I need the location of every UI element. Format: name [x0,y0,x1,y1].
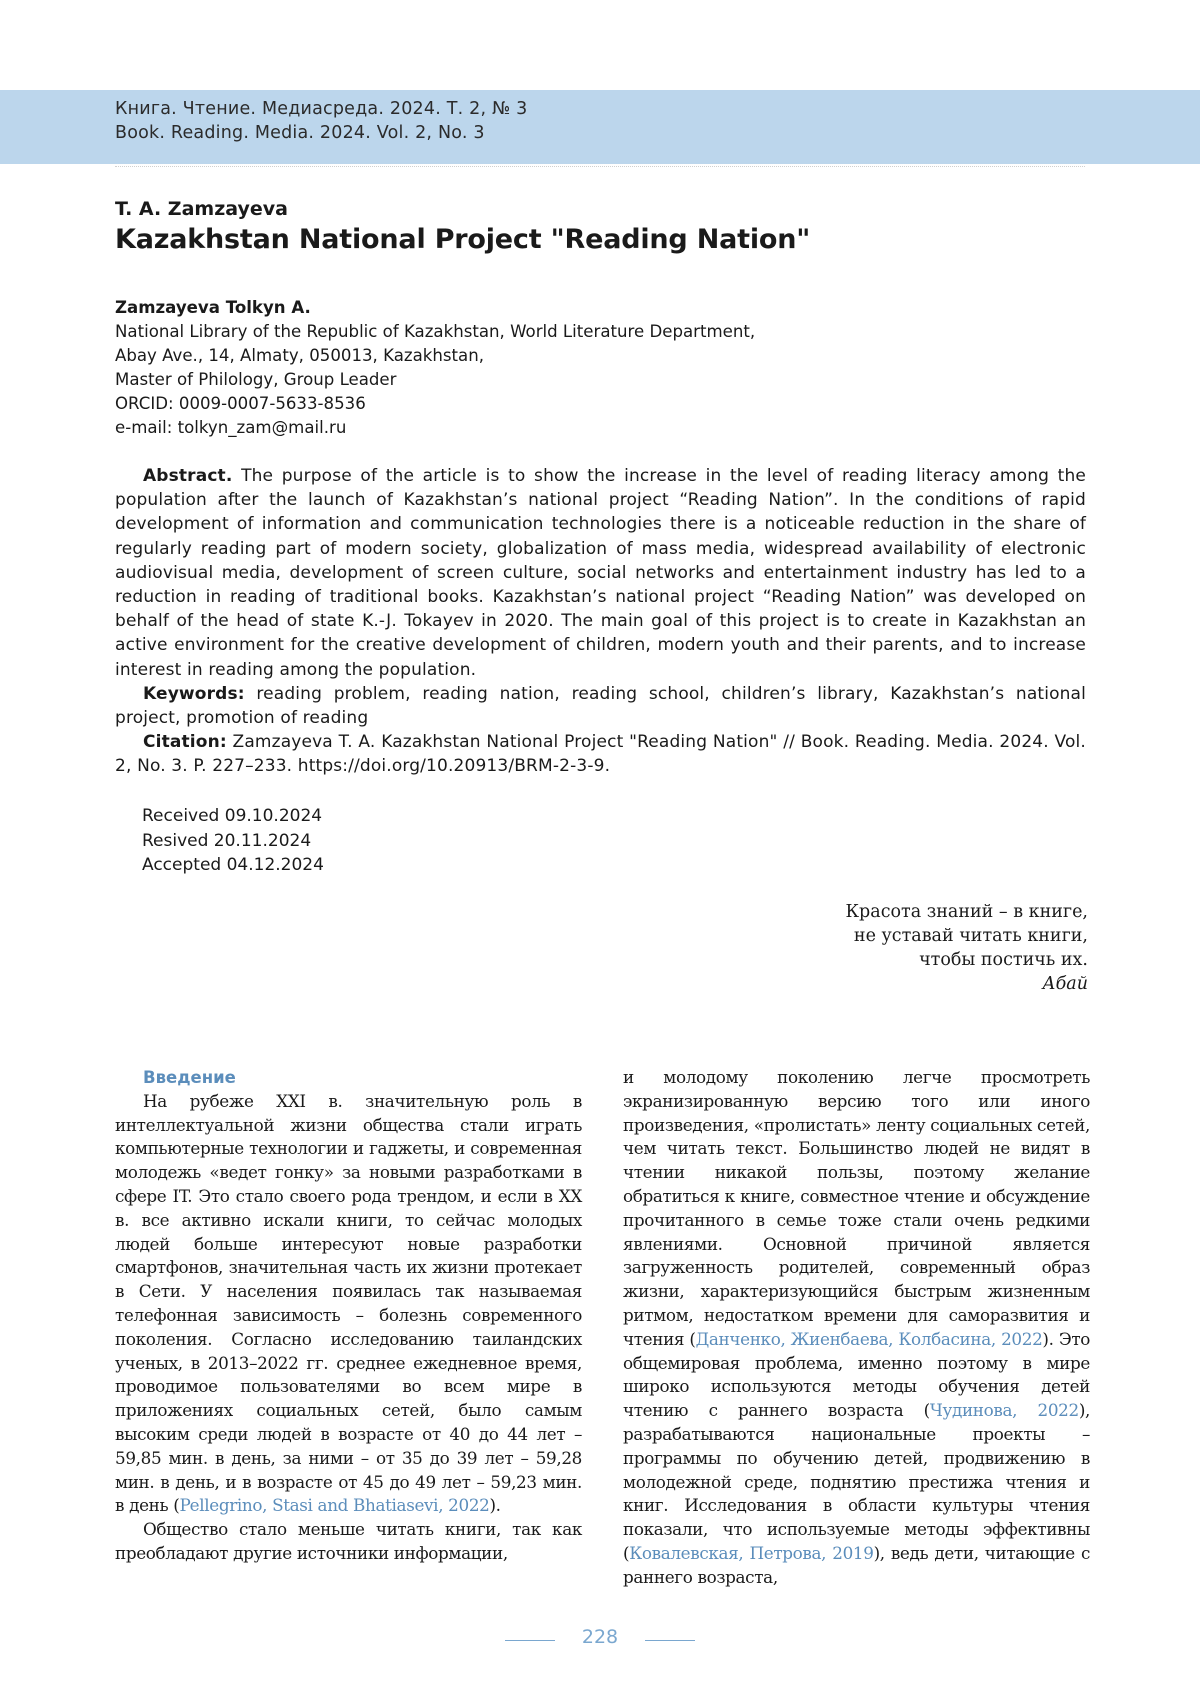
keywords-label: Keywords: [143,683,245,704]
body-text: ). [489,1495,501,1516]
reference-link[interactable]: Ковалевская, Петрова, 2019 [629,1542,874,1563]
epigraph-line: Красота знаний – в книге, [845,902,1088,922]
body-text: ), разрабатываются национальные проекты – программы по обучению детей, продвижению в молодежной среде, поднятию престижа чтения и книг. Исследования в области культуры чтения показали, что используемые методы эффективны ( [623,1400,1090,1563]
page-footer [0,1626,1200,1656]
date-received: Received 09.10.2024 [142,806,323,826]
section-heading: Введение [143,1068,236,1087]
body-paragraph [623,1066,1090,1590]
date-revised: Resived 20.11.2024 [142,830,312,851]
abstract-label: Abstract. [143,466,233,486]
reference-link[interactable]: Данченко, Жиенбаева, Колбасина, 2022 [695,1328,1043,1349]
abstract-text: The purpose of the article is to show the increase in the level of reading literacy among the population after the launch of Kazakhstan’s national project “Reading Nation”. In the conditions of rapid development of information and communication technologies there is a noticeable reduction in the share of regularly reading part of modern society, globalization of mass media, widespread availability of electronic audiovisual media, development of screen culture, social networks and entertainment industry has led to a reduction in reading of traditional books. Kazakhstan’s national project “Reading Nation” was developed on behalf of the head of state K.-J. Tokayev in 2020. The main goal of this project is to create in Kazakhstan an active environment for the creative development of children, modern youth and their parents, and to increase interest in reading among the population. [115,466,1086,680]
epigraph [846,900,1088,996]
reference-link[interactable]: Чудинова, 2022 [929,1400,1079,1421]
epigraph-line: чтобы постичь их. [919,950,1088,970]
journal-title-ru: Книга. Чтение. Медиасреда. 2024. Т. 2, № 3 [115,99,528,119]
journal-title-en: Book. Reading. Media. 2024. Vol. 2, No. 3 [115,123,485,143]
article-dates [142,804,324,878]
epigraph-author: Абай [1042,974,1088,994]
affiliation-address: Abay Ave., 14, Almaty, 050013, Kazakhstan, [115,346,484,365]
body-text: ). Это общемировая проблема, именно поэтому в мире широко используются методы обучения детей чтению с раннего возраста ( [623,1328,1091,1421]
body-paragraph [115,1090,582,1518]
article-title: Kazakhstan National Project "Reading Nation" [115,224,811,255]
author-short-name: T. A. Zamzayeva [115,198,288,220]
epigraph-line: не уставай читать книги, [853,926,1088,946]
body-column-right [623,1066,1090,1590]
header-divider [115,166,1085,168]
citation-label: Citation: [143,732,227,753]
page-number: 228 [581,1626,619,1648]
body-text: ), ведь дети, читающие с раннего возраста, [623,1542,1090,1587]
body-text: и молодому поколению легче просмотреть экранизированную версию того или иного произведения, «пролистать» ленту социальных сетей, чем читать текст. Большинство людей не видят в чтении никакой пользы, поэтому желание обратиться к книге, совместное чтение и обсуждение прочитанного в семье тоже стали очень редкими явлениями. Основной причиной является загруженность родителей, современный образ жизни, характеризующийся быстрым жизненным ритмом, недостатком времени для саморазвития и чтения ( [623,1067,1090,1349]
author-affiliation [115,296,755,440]
keywords-paragraph [115,682,1086,730]
citation-paragraph [115,730,1086,778]
affiliation-degree: Master of Philology, Group Leader [115,370,397,389]
author-email: e-mail: tolkyn_zam@mail.ru [115,418,347,437]
body-column-left [115,1066,582,1566]
keywords-text: reading problem, reading nation, reading school, children’s library, Kazakhstan’s national project, promotion of reading [115,683,1086,729]
author-full-name: Zamzayeva Tolkyn A. [115,298,311,317]
body-text: На рубеже XXI в. значительную роль в интеллектуальной жизни общества стали играть компьютерные технологии и гаджеты, и современная молодежь «ведет гонку» за новыми разработками в сфере IT. Это стало своего рода трендом, и если в XX в. все активно искали книги, то сейчас молодых людей больше интересуют новые разработки смартфонов, значительная часть их жизни протекает в Сети. У населения появилась так называемая телефонная зависимость – болезнь современного поколения. Согласно исследованию таиландских ученых, в 2013–2022 гг. среднее ежедневное время, проводимое пользователями во всем мире в приложениях социальных сетей, было самым высоким среди людей в возрасте от 40 до 44 лет – 59,85 мин. в день, за ними – от 35 до 39 лет – 59,28 мин. в день, и в возрасте от 45 до 49 лет – 59,23 мин. в день ( [115,1090,582,1516]
affiliation-line: National Library of the Republic of Kazakhstan, World Literature Department, [115,322,756,341]
date-accepted: Accepted 04.12.2024 [142,855,324,875]
abstract-block [115,464,1086,779]
author-orcid: ORCID: 0009-0007-5633-8536 [115,394,366,413]
citation-text: Zamzayeva T. A. Kazakhstan National Project "Reading Nation" // Book. Reading. Media. 2024. Vol. 2, No. 3. P. 227–233. https://doi.org/10.20913/BRM-2-3-9. [115,732,1086,777]
abstract-paragraph [115,464,1086,682]
footer-rule-right [645,1640,695,1641]
body-paragraph: Общество стало меньше читать книги, так как преобладают другие источники информации, [115,1519,582,1563]
reference-link[interactable]: Pellegrino, Stasi and Bhatiasevi, 2022 [179,1495,490,1516]
footer-rule-left [505,1640,555,1641]
